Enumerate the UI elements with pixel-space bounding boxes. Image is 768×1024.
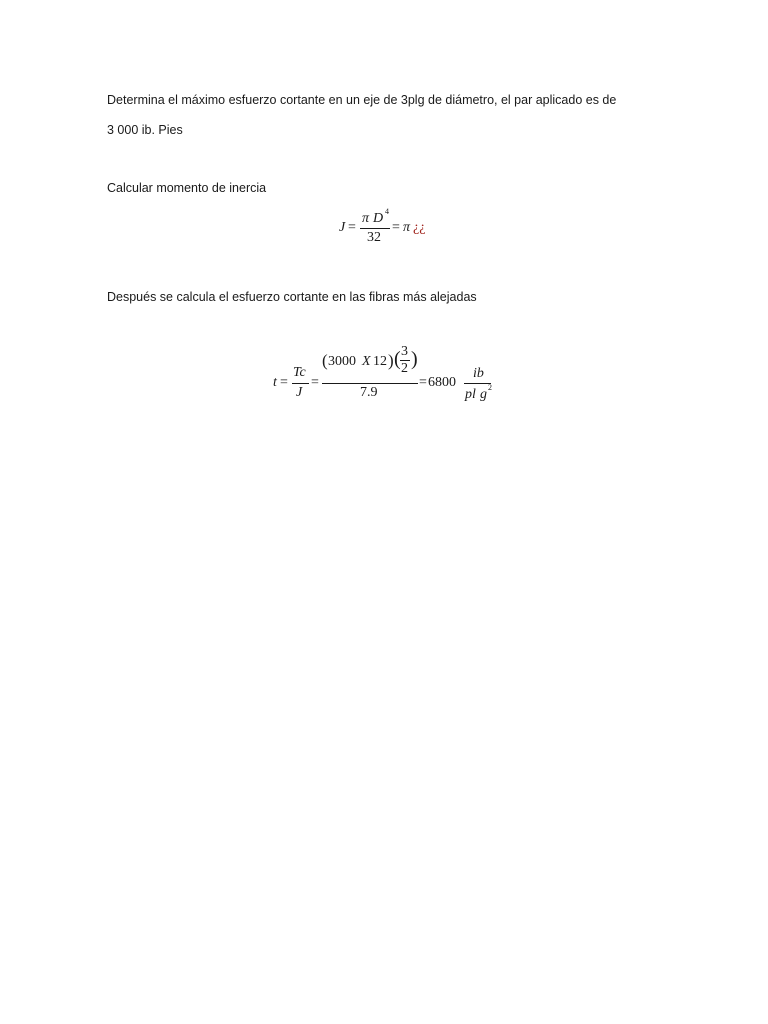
eq2-equals-2: = [311, 375, 319, 390]
eq2-inner-numerator: 3 [401, 344, 408, 359]
eq2-equals: = [280, 375, 288, 390]
eq2-unit-den-g: g [480, 387, 487, 402]
moment-of-inertia-equation [336, 203, 436, 249]
eq2-times-x: X [362, 354, 371, 369]
eq2-paren-close: ) [388, 351, 394, 370]
eq2-value-3000: 3000 [328, 354, 356, 369]
eq2-unit-exponent: 2 [488, 383, 492, 392]
eq2-inner-denominator: 2 [401, 361, 408, 376]
eq1-exponent: 4 [385, 207, 389, 216]
eq1-lhs: J [339, 220, 346, 235]
eq2-unit-numerator: ib [473, 366, 484, 381]
step1-heading: Calcular momento de inercia [107, 181, 267, 195]
problem-statement-line2: 3 000 ib. Pies [107, 123, 183, 137]
problem-statement-line1: Determina el máximo esfuerzo cortante en un eje de 3plg de diámetro, el par aplicado es de [107, 93, 617, 107]
eq2-unit-den-pl: pl [465, 387, 476, 402]
eq2-paren-close-2: ) [411, 348, 418, 370]
eq2-frac1-denominator: J [296, 385, 303, 400]
eq2-paren-open-2: ( [394, 348, 401, 370]
eq1-rhs-pi: π [403, 220, 411, 235]
eq2-lhs: t [273, 375, 277, 390]
eq2-main-fraction-bar [322, 383, 418, 384]
eq2-value-12: 12 [373, 354, 387, 369]
eq2-frac1-bar [292, 383, 309, 384]
eq1-fraction-bar [360, 228, 390, 229]
eq1-pi: π [362, 211, 370, 226]
eq1-equals: = [348, 220, 356, 235]
eq1-error-marker: ¿¿ [413, 220, 426, 235]
eq2-unit-bar [464, 383, 491, 384]
eq2-equals-3: = [419, 375, 427, 390]
shear-stress-equation [270, 344, 500, 408]
eq2-frac1-numerator: Tc [293, 365, 306, 380]
eq2-paren-open: ( [322, 351, 328, 370]
eq1-d: D [373, 211, 384, 226]
eq2-result: 6800 [428, 375, 456, 390]
eq1-denominator: 32 [367, 230, 381, 245]
step2-heading: Después se calcula el esfuerzo cortante en las fibras más alejadas [107, 290, 477, 304]
eq2-denominator: 7.9 [360, 385, 378, 400]
eq1-equals-2: = [392, 220, 400, 235]
